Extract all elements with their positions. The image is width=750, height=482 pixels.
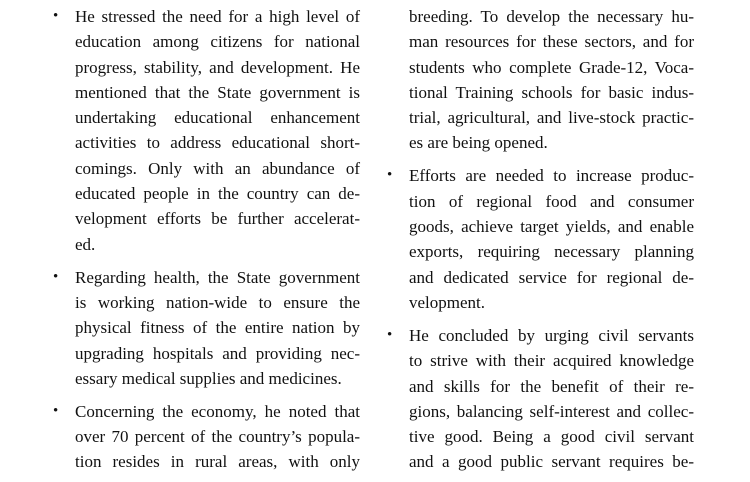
text-line: ed. — [75, 234, 96, 254]
text-line: goods, achieve target yields, and enable — [409, 217, 694, 237]
text-line: students who complete Grade-12, Voca- — [409, 57, 694, 77]
text-line: tive good. Being a good civil servant — [409, 427, 694, 447]
text-line: breeding. To develop the necessary hu- — [409, 7, 694, 26]
text-line: tion resides in rural areas, with only — [75, 452, 360, 472]
text-line: and skills for the benefit of their re- — [409, 376, 694, 396]
text-line: and dedicated service for regional de- — [409, 267, 694, 287]
paragraph-continuation — [384, 4, 694, 156]
bullet-item — [50, 399, 360, 475]
text-line: exports, requiring necessary planning — [409, 242, 694, 262]
text-line: velopment efforts be further accelerat- — [75, 209, 360, 229]
text-line: gions, balancing self-interest and collec- — [409, 401, 694, 421]
text-line: mentioned that the State government is — [75, 82, 360, 102]
text-line: activities to address educational short- — [75, 133, 360, 153]
bullet-icon: • — [387, 326, 393, 343]
bullet-item — [50, 4, 360, 257]
text-line: is working nation-wide to ensure the — [75, 292, 360, 312]
text-line: progress, stability, and development. He — [75, 57, 360, 77]
text-line: education among citizens for national — [75, 32, 360, 52]
bullet-item — [384, 163, 694, 315]
text-line: essary medical supplies and medicines. — [75, 368, 342, 388]
text-line: tion of regional food and consumer — [409, 191, 694, 211]
text-line: trial, agricultural, and live-stock practic- — [409, 108, 694, 128]
text-line: Concerning the economy, he noted that — [75, 401, 360, 421]
text-line: Efforts are needed to increase produc- — [409, 166, 694, 186]
text-line: over 70 percent of the country’s popula- — [75, 427, 360, 447]
bullet-icon: • — [387, 167, 393, 184]
text-line: es are being opened. — [409, 133, 548, 153]
text-line: He concluded by urging civil servants — [409, 325, 694, 345]
text-line: and a good public servant requires be- — [409, 452, 694, 472]
text-line: Regarding health, the State government — [75, 267, 360, 287]
bullet-icon: • — [53, 402, 59, 419]
text-line: upgrading hospitals and providing nec- — [75, 343, 360, 363]
text-line: comings. Only with an abundance of — [75, 158, 360, 178]
bullet-item — [50, 265, 360, 391]
bullet-item — [384, 323, 694, 475]
left-column — [50, 4, 360, 482]
text-line: man resources for these sectors, and for — [409, 32, 694, 52]
text-line: tional Training schools for basic indus- — [409, 82, 694, 102]
text-line: educated people in the country can de- — [75, 184, 360, 204]
right-column — [384, 4, 694, 482]
text-line: He stressed the need for a high level of — [75, 7, 360, 26]
text-line: undertaking educational enhancement — [75, 108, 360, 128]
text-line: velopment. — [409, 292, 486, 312]
bullet-icon: • — [53, 8, 59, 24]
text-line: to strive with their acquired knowledge — [409, 351, 694, 371]
bullet-icon: • — [53, 268, 59, 285]
text-line: physical fitness of the entire nation by — [75, 318, 360, 338]
